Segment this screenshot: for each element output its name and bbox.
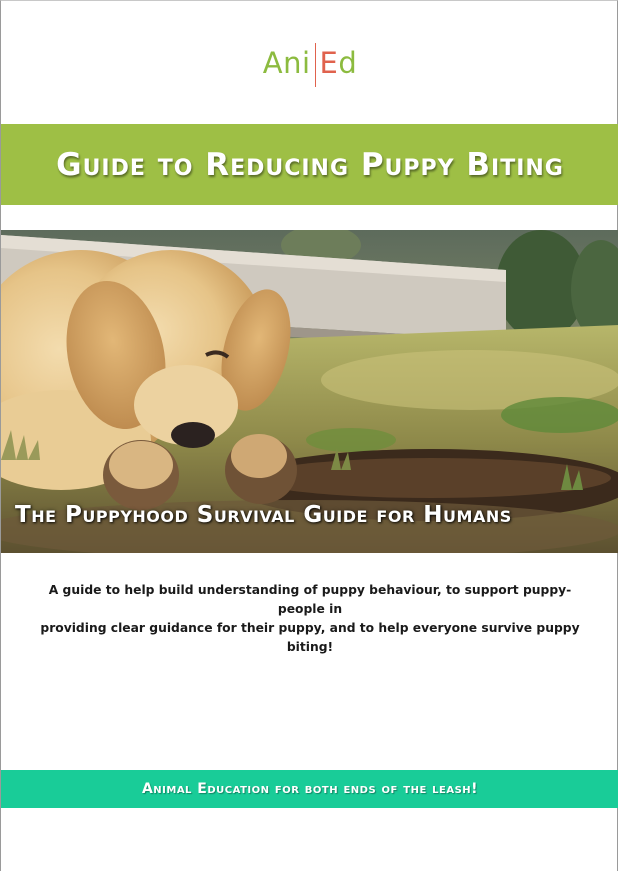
logo-d-text: d <box>338 46 358 80</box>
logo-ani-text: Ani <box>262 46 311 80</box>
intro-paragraph <box>31 581 589 657</box>
hero-caption: The Puppyhood Survival Guide for Humans <box>15 502 512 528</box>
footer-band <box>1 770 618 808</box>
footer-tagline: Animal Education for both ends of the leash! <box>141 781 479 797</box>
intro-line-1: A guide to help build understanding of puppy behaviour, to support puppy-people in <box>48 583 572 616</box>
intro-line-2: providing clear guidance for their puppy, and to help everyone survive puppy biting! <box>40 621 580 654</box>
anied-logo <box>1 41 618 85</box>
title-band <box>1 124 618 205</box>
document-title: Guide to Reducing Puppy Biting <box>56 146 564 183</box>
logo-e-text: E <box>319 46 339 80</box>
hero-photo <box>1 230 618 553</box>
logo-divider <box>315 43 316 87</box>
